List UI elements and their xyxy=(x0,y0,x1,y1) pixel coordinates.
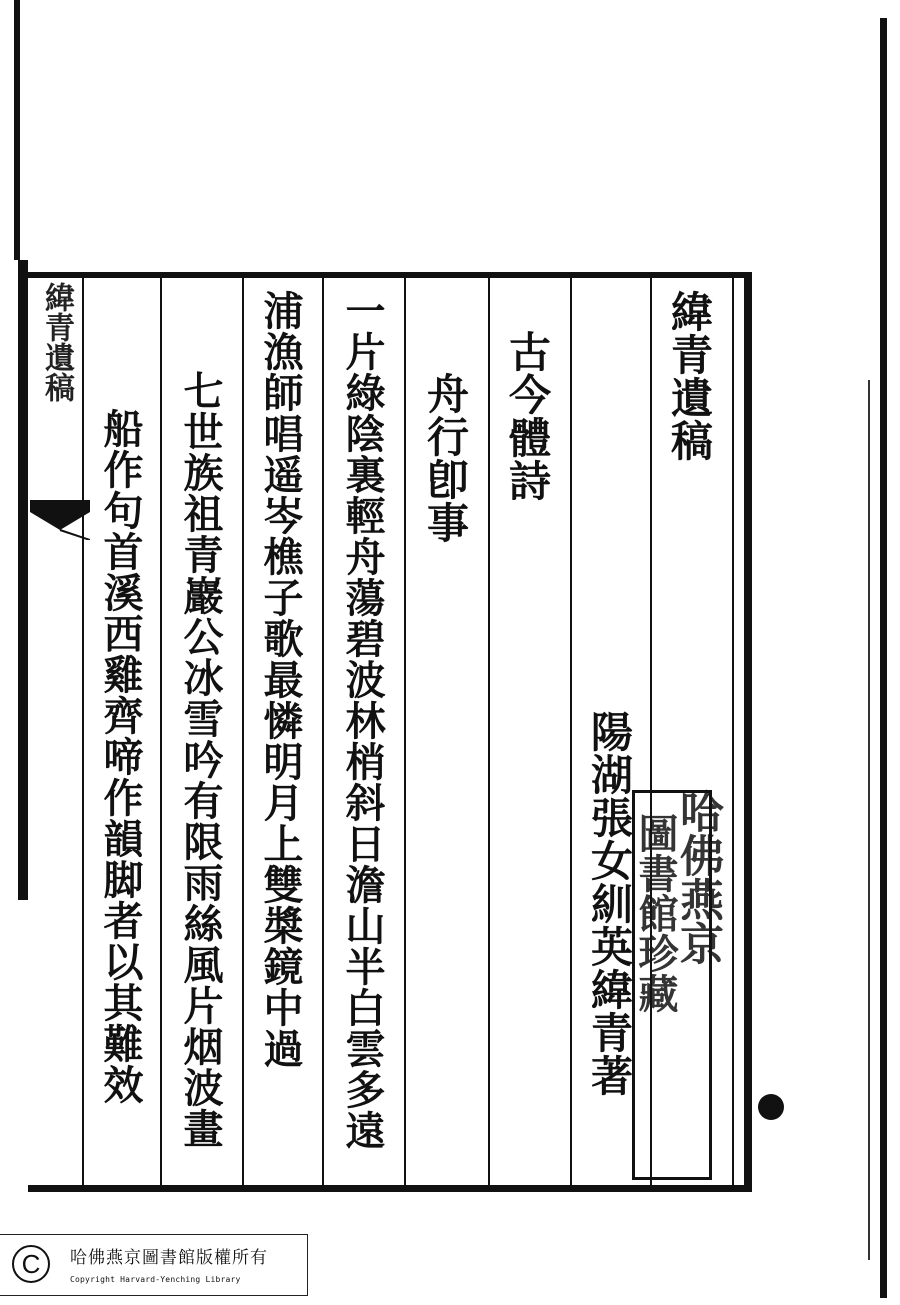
author-line: 陽湖張女紃英緯青著 xyxy=(585,710,634,1097)
column-rule xyxy=(732,278,734,1186)
section-heading: 古今體詩 xyxy=(503,330,552,502)
seal-text-2: 圖書館珍藏 xyxy=(632,813,679,1013)
column-rule xyxy=(242,278,244,1186)
annotation-line-1: 七世族祖青巖公冰雪吟有限雨絲風片烟波畫 xyxy=(177,370,224,1149)
page-edge-right-inner xyxy=(868,380,870,1260)
column-rule xyxy=(488,278,490,1186)
column-rule xyxy=(404,278,406,1186)
ink-dot xyxy=(758,1094,784,1120)
annotation-line-2: 船作句首溪西雞齊啼作韻脚者以其難效 xyxy=(97,408,144,1105)
poem-title: 舟行卽事 xyxy=(421,372,470,544)
column-rule xyxy=(322,278,324,1186)
copyright-notice xyxy=(0,1234,308,1296)
poem-line-1: 一片綠陰裏輕舟蕩碧波林梢斜日澹山半白雲多遠 xyxy=(339,290,386,1151)
column-rule xyxy=(570,278,572,1186)
page-edge-left xyxy=(14,0,20,260)
seal-text-1: 哈佛燕京 xyxy=(672,789,723,965)
fold-margin-title: 緯青遺稿 xyxy=(39,282,74,402)
fold-edge xyxy=(18,260,28,900)
copyright-icon: C xyxy=(12,1245,50,1283)
library-seal xyxy=(632,789,723,1180)
column-rule xyxy=(82,278,84,1186)
poem-line-2: 浦漁師唱遥岑樵子歌最憐明月上雙槳鏡中過 xyxy=(257,290,304,1069)
page-edge-right xyxy=(880,18,887,1298)
book-title: 緯青遺稿 xyxy=(665,290,714,462)
column-rule xyxy=(160,278,162,1186)
copyright-chinese: 哈佛燕京圖書館版權所有 xyxy=(70,1248,268,1268)
copyright-english: Copyright Harvard-Yenching Library xyxy=(70,1275,241,1284)
